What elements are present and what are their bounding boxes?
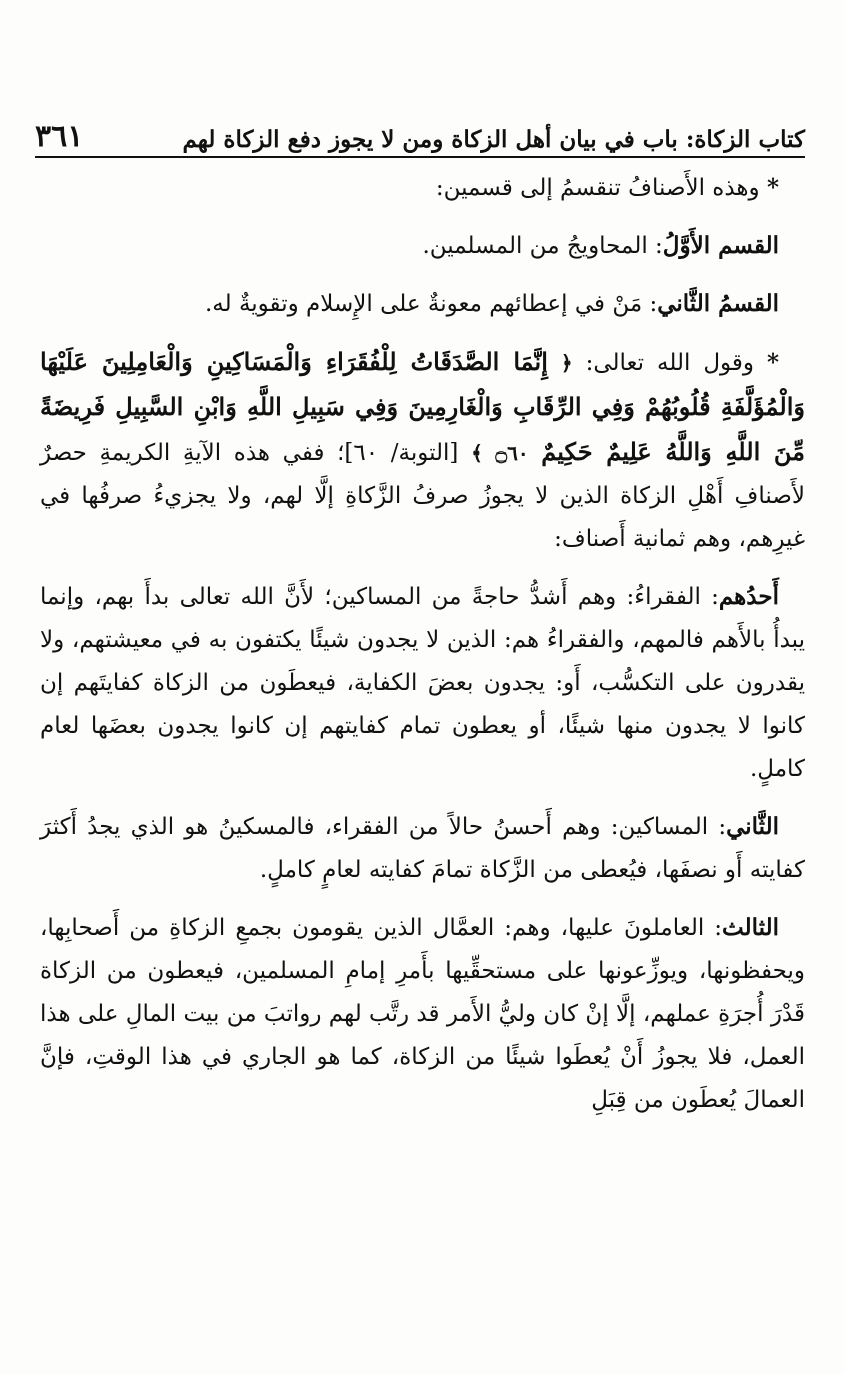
verse-close-bracket: ﴾ <box>471 441 483 465</box>
verse-open-bracket: ﴿ <box>560 351 573 375</box>
paragraph-text: [التوبة/ ٦٠]؛ ففي هذه الآيةِ الكريمةِ حصرٌ لأَصنافِ أَهْلِ الزكاة الذين لا يجوزُ صرفُ الزَّكاةِ إلَّا لهم، ولا يجزيءُ صرفُها في غيرِهم، وهم ثمانية أَصناف: <box>40 440 805 552</box>
bullet-star: * <box>767 349 780 376</box>
paragraph-lead: الثَّاني <box>726 813 779 840</box>
paragraph-lead: القسمُ الثَّاني <box>657 290 779 317</box>
header-title: كتاب الزكاة: باب في بيان أهل الزكاة ومن لا يجوز دفع الزكاة لهم <box>182 126 805 153</box>
paragraph-text: : المساكين: وهم أَحسنُ حالاً من الفقراء، فالمسكينُ هو الذي يجدُ أَكثرَ كفايته أَو نصفَها، فيُعطى من الزَّكاة تمامَ كفايته لعامٍ كاملٍ. <box>40 814 805 883</box>
paragraph-lead: القسم الأَوَّلُ <box>662 232 779 259</box>
paragraph-lead: الثالث <box>722 914 779 941</box>
paragraph-text: وهذه الأَصنافُ تنقسمُ إلى قسمين: <box>435 175 760 201</box>
paragraph-text: : الفقراءُ: وهم أَشدُّ حاجةً من المساكين؛ لأَنَّ الله تعالى بدأَ بهم، وإنما يبدأُ بالأَهم فالمهم، والفقراءُ هم: الذين لا يجدون شيئًا يكتفون به في معيشتهم، ولا يقدرون على التكسُّب، أَو: يجدون بعضَ الكفاية، فيعطَون من الزكاة كفايتَهم إن كانوا لا يجدون منها شيئًا، أو يعطون تمام كفايتهم إن كانوا يجدون بعضَها لعام كاملٍ. <box>40 584 805 782</box>
verse-intro: وقول الله تعالى: <box>585 350 755 376</box>
paragraph-first-category <box>40 575 805 791</box>
paragraph-second-category <box>40 805 805 892</box>
paragraph-second-division <box>40 282 805 326</box>
paragraph-text: : العاملونَ عليها، وهم: العمَّال الذين يقومون بجمعِ الزكاةِ من أَصحابِها، ويحفظونها، ويوزِّعونها على مستحقِّيها بأَمرِ إمامِ المسلمين، فيعطون من الزكاة قَدْرَ أُجرَةِ عملهم، إلَّا إنْ كان وليُّ الأَمر قد رتَّب لهم رواتبَ من بيت المالِ على هذا العمل، فلا يجوزُ أَنْ يُعطَوا شيئًا من الزكاة، كما هو الجاري في هذا الوقتِ، فإنَّ العمالَ يُعطَون من قِبَلِ <box>40 915 805 1113</box>
paragraph-text: : مَنْ في إعطائهم معونةٌ على الإِسلام وتقويةٌ له. <box>204 291 658 317</box>
page-number: ٣٦١ <box>35 119 84 154</box>
page-body <box>40 166 805 1136</box>
running-header <box>35 112 805 158</box>
bullet-star: * <box>766 174 779 201</box>
paragraph-third-category <box>40 906 805 1122</box>
paragraph-quran-verse <box>40 340 805 561</box>
verse-number-marker: ۝٦٠ <box>495 441 529 465</box>
paragraph-first-division <box>40 224 805 268</box>
paragraph-text: : المحاويجُ من المسلمين. <box>422 233 663 259</box>
paragraph-division-intro <box>40 166 805 210</box>
quran-verse-text: إِنَّمَا الصَّدَقَاتُ لِلْفُقَرَاءِ وَالْمَسَاكِينِ وَالْعَامِلِينَ عَلَيْهَا وَالْمُؤَلَّفَةِ قُلُوبُهُمْ وَفِي الرِّقَابِ وَالْغَارِمِينَ وَفِي سَبِيلِ اللَّهِ وَابْنِ السَّبِيلِ فَرِيضَةً مِّنَ اللَّهِ وَاللَّهُ عَلِيمٌ حَكِيمٌ <box>40 347 806 466</box>
paragraph-lead: أَحدُهم <box>718 583 779 610</box>
